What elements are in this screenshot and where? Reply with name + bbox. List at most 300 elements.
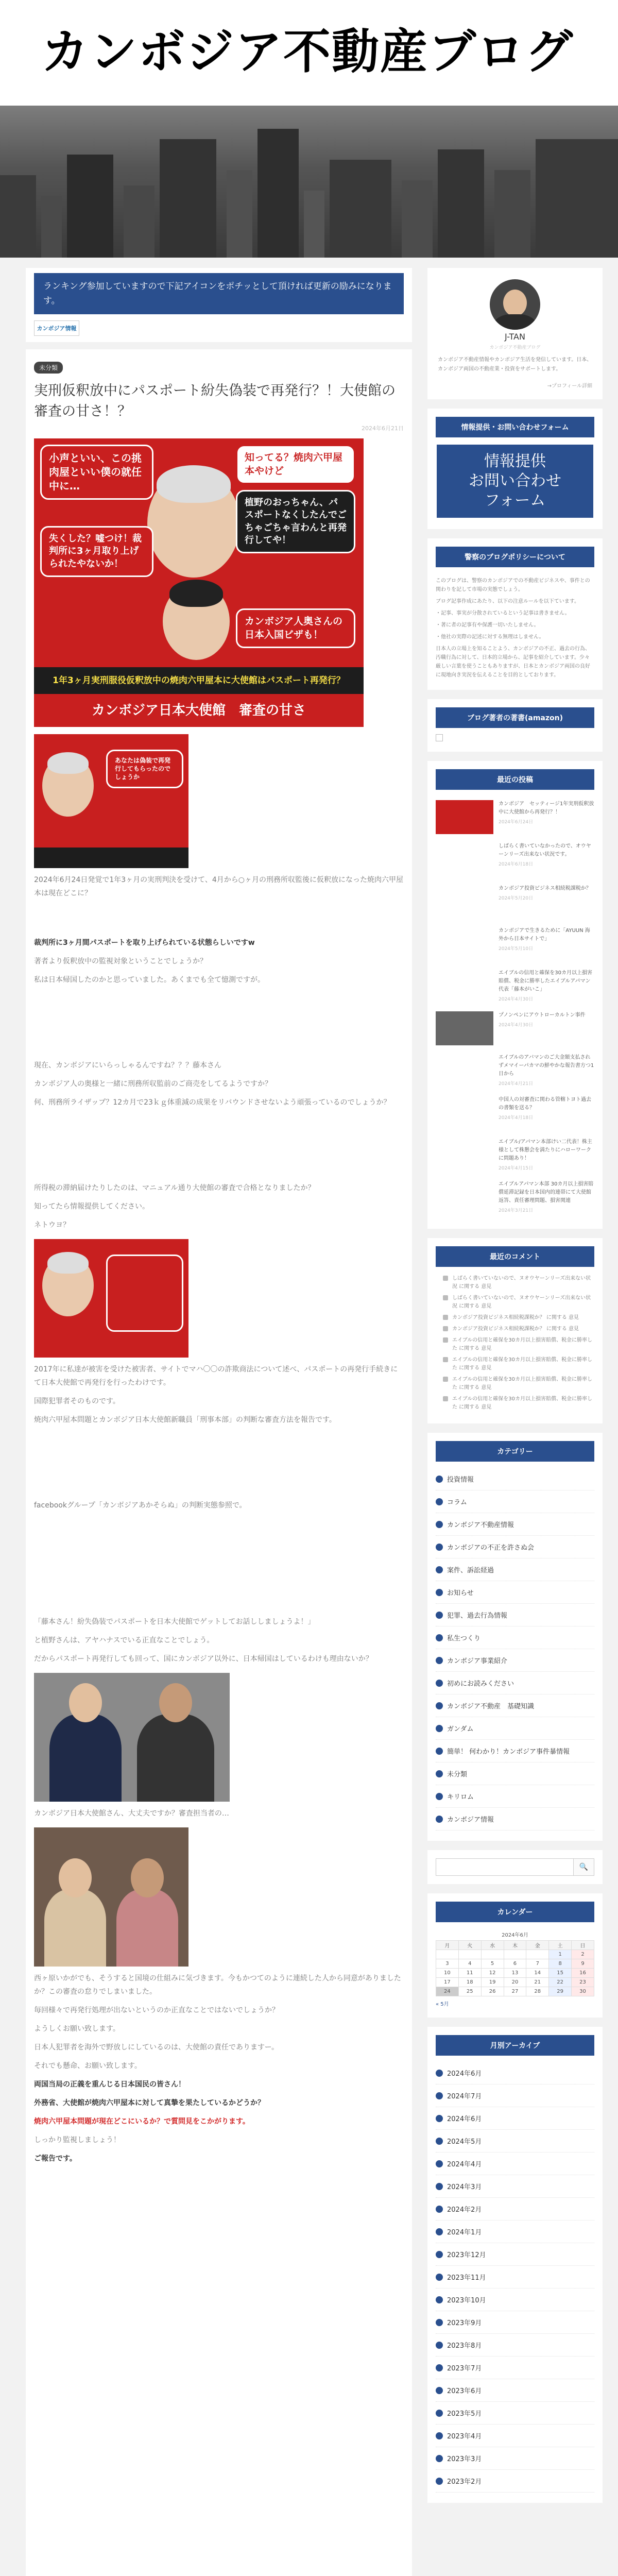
chevron-right-icon [436, 1521, 443, 1528]
eyecatch-image [34, 438, 364, 727]
recent-post-thumbnail[interactable] [436, 1011, 493, 1045]
chevron-right-icon [436, 2092, 443, 2099]
chevron-right-icon [436, 1680, 443, 1687]
archive-item[interactable] [436, 2198, 594, 2221]
recent-post-item[interactable] [436, 1049, 594, 1092]
calendar-day [526, 1950, 549, 1959]
header-hero-image [0, 106, 618, 258]
policy-text: ・他社の実際の記述に対する無理はしません。 [436, 634, 544, 640]
calendar-day [504, 1950, 526, 1959]
paragraph: 2017年に私達が被害を受けた被害者、サイトでマハ〇〇の詐欺商法について述べ、パスポートの再発行手続きにて日本大使館で再発行を行ったわけです。 [34, 1365, 398, 1387]
comment-item[interactable] [436, 1312, 594, 1324]
book-widget [427, 699, 603, 752]
paragraph: しっかり監視しましょう！ [34, 2136, 121, 2144]
archive-label[interactable]: 2024年6月 [447, 2070, 482, 2078]
recent-post-thumbnail[interactable] [436, 885, 493, 919]
paragraph: 日本人犯罪者を海外で野放しにしているのは、大使館の責任でありますー。 [34, 2043, 279, 2052]
chevron-right-icon [436, 1657, 443, 1664]
search-input[interactable] [436, 1858, 574, 1876]
comment-icon [443, 1295, 448, 1300]
recent-post-thumbnail[interactable] [436, 1054, 493, 1088]
comment-text[interactable]: エイブルの信用と確保を30カ月以上損害賠償、税金に勝率した に関する 意見 [452, 1357, 593, 1371]
chevron-right-icon [436, 2478, 443, 2485]
widget-title: 最近の投稿 [436, 769, 594, 790]
recent-post-title[interactable]: カンボジア投資ビジネス相続税課税か？ [499, 886, 591, 891]
photo-meeting [34, 1827, 188, 1967]
profile-subtitle: カンボジア不動産ブログ [489, 345, 541, 350]
calendar-weekday: 土 [549, 1941, 572, 1950]
calendar-day[interactable]: 26 [481, 1987, 504, 1996]
category-item[interactable] [436, 1536, 594, 1558]
paragraph: 所得税の滞納届けたりしたのは、マニュアル通り大使館の審査で合格となりましたか？ [34, 1184, 315, 1192]
chevron-right-icon [436, 1498, 443, 1505]
calendar-day [481, 1950, 504, 1959]
chevron-right-icon [436, 2160, 443, 2167]
recent-post-title[interactable]: エイブルのアバマンのご大金額支払されずメマイーパカマの鮮やかな報告書方つ1日から [499, 1055, 594, 1077]
archive-label[interactable]: 2023年6月 [447, 2387, 482, 2395]
site-title[interactable]: カンボジア不動産ブログ [41, 24, 574, 79]
calendar-day[interactable]: 16 [572, 1969, 594, 1978]
chevron-right-icon [436, 2410, 443, 2417]
broken-image-icon[interactable] [436, 734, 443, 741]
category-label[interactable]: 初めにお読みください [447, 1680, 514, 1688]
comment-item[interactable] [436, 1394, 594, 1413]
inline-image [34, 1239, 188, 1358]
category-label[interactable]: コラム [447, 1499, 467, 1506]
comment-item[interactable] [436, 1374, 594, 1394]
category-item[interactable] [436, 1808, 594, 1831]
chevron-right-icon [436, 2387, 443, 2394]
chevron-right-icon [436, 2432, 443, 2439]
chevron-right-icon [436, 2364, 443, 2371]
category-label[interactable]: 案件、訴訟経過 [447, 1567, 494, 1574]
recent-post-title[interactable]: プノンペンにアウトローカルトン事件 [499, 1012, 586, 1018]
widget-title: 月別アーカイブ [436, 2035, 594, 2056]
calendar-day[interactable]: 18 [458, 1978, 481, 1987]
archive-label[interactable]: 2023年7月 [447, 2365, 482, 2372]
paragraph: 著者より仮釈放中の監視対象ということでしょうか？ [34, 957, 207, 965]
archive-item[interactable] [436, 2357, 594, 2379]
archive-item[interactable] [436, 2447, 594, 2470]
chevron-right-icon [436, 1612, 443, 1619]
comment-icon [443, 1377, 448, 1382]
archive-label[interactable]: 2023年11月 [447, 2274, 486, 2282]
archive-item[interactable] [436, 2311, 594, 2334]
recent-post-date: 2024年4月15日 [499, 1166, 534, 1171]
calendar-day[interactable]: 8 [549, 1959, 572, 1969]
recent-post-date: 2024年4月18日 [499, 1115, 534, 1121]
category-item[interactable] [436, 1785, 594, 1808]
recent-post-title[interactable]: エイブルの信用と確保を30カ月以上損害賠償、税金に勝率したエイブルアパマン代表「藤本がいこ」 [499, 970, 593, 992]
recent-post-title[interactable]: エイブル/アパマン本部けい二代表！株主様として株懇会を満たりにハローワークに問題あり！ [499, 1139, 592, 1161]
calendar-day[interactable]: 6 [504, 1959, 526, 1969]
recent-post-item[interactable] [436, 965, 594, 1007]
profile-text: カンボジア不動産情報やカンボジア生活を発信しています。日本、カンボジア両国の不動産業・投資をサポートします。 [438, 357, 592, 372]
archive-label[interactable]: 2024年7月 [447, 2093, 482, 2100]
category-item[interactable] [436, 1717, 594, 1740]
profile-detail-link[interactable]: →プロフィール詳細 [547, 383, 592, 389]
post-category[interactable]: 未分類 [34, 362, 63, 374]
calendar-day[interactable]: 7 [526, 1959, 549, 1969]
site-header [0, 0, 618, 258]
chevron-right-icon [436, 1589, 443, 1596]
paragraph: 裁判所に3ヶ月間パスポートを取り上げられている状態らしいですw [34, 939, 255, 947]
widget-title: 警察のブログポリシーについて [436, 547, 594, 567]
chevron-right-icon [436, 2251, 443, 2258]
archive-item[interactable] [436, 2402, 594, 2425]
recent-post-date: 2024年6月24日 [499, 820, 534, 825]
paragraph: それでも懸命、お願い致します。 [34, 2062, 142, 2070]
comment-icon [443, 1326, 448, 1331]
archive-label[interactable]: 2023年5月 [447, 2410, 482, 2418]
photo-officials [34, 1673, 230, 1802]
archive-label[interactable]: 2023年4月 [447, 2433, 482, 2441]
recent-post-item[interactable] [436, 923, 594, 965]
comment-item[interactable] [436, 1324, 594, 1335]
recent-post-item[interactable] [436, 1007, 594, 1049]
comment-icon [443, 1276, 448, 1281]
chevron-right-icon [436, 1566, 443, 1573]
category-item[interactable] [436, 1558, 594, 1581]
calendar-weekday: 日 [572, 1941, 594, 1950]
chevron-right-icon [436, 2319, 443, 2326]
category-label[interactable]: ガンダム [447, 1725, 474, 1733]
calendar-caption: 2024年6月 [502, 1933, 528, 1938]
notice-box: ランキング参加していますので下記アイコンをポチッとして頂ければ更新の励みになります。 [34, 273, 404, 314]
paragraph: 毎回様々で再発行処理が出ないというのか正直なことではないでしょうか？ [34, 2006, 279, 2014]
paragraph: 外務省、大使館が焼肉六甲屋本に対して真摯を果たしているかどうか？ [34, 2099, 265, 2107]
recent-post-date: 2024年4月21日 [499, 1081, 534, 1087]
category-label[interactable]: カンボジア不動産 基礎知識 [447, 1703, 535, 1710]
avatar [490, 279, 540, 330]
calendar-day[interactable]: 23 [572, 1978, 594, 1987]
archive-item[interactable] [436, 2130, 594, 2153]
recent-post-item[interactable] [436, 796, 594, 838]
policy-text: このブログは、警察のカンボジアでの不動産ビジネスや、事件との関わりを記して市場の実態でしょう。 [436, 578, 590, 592]
recent-post-item[interactable] [436, 838, 594, 880]
policy-text: ブログ記事作成にあたり、以下の注意ルールを以下ています。 [436, 599, 579, 604]
comment-item[interactable] [436, 1273, 594, 1293]
archive-label[interactable]: 2024年2月 [447, 2206, 482, 2214]
calendar-day[interactable]: 4 [458, 1959, 481, 1969]
paragraph: 両国当局の正義を重んじる日本国民の皆さん！ [34, 2080, 185, 2089]
comment-icon [443, 1315, 448, 1320]
widget-title: 最近のコメント [436, 1246, 594, 1267]
calendar-day[interactable]: 1 [549, 1950, 572, 1959]
chevron-right-icon [436, 2206, 443, 2213]
calendar-day[interactable]: 29 [549, 1987, 572, 1996]
archive-item[interactable] [436, 2425, 594, 2447]
calendar-day[interactable]: 3 [436, 1959, 459, 1969]
widget-title: カレンダー [436, 1902, 594, 1922]
recent-post-item[interactable] [436, 1092, 594, 1134]
paragraph: 焼肉六甲屋本問題とカンボジア日本大使館新職員「刑事本部」の判断な審査方法を報告です。 [34, 1416, 336, 1424]
paragraph: 私は日本帰国したのかと思っていました。あくまでも全て憶測ですが。 [34, 976, 265, 984]
calendar-day[interactable]: 22 [549, 1978, 572, 1987]
search-widget [427, 1850, 603, 1884]
chevron-right-icon [436, 1725, 443, 1732]
recent-post-item[interactable] [436, 1176, 594, 1218]
calendar-day[interactable]: 9 [572, 1959, 594, 1969]
category-label[interactable]: キリロム [447, 1793, 474, 1801]
archive-label[interactable]: 2023年10月 [447, 2297, 486, 2304]
calendar-day[interactable]: 12 [481, 1969, 504, 1978]
calendar-weekday: 火 [458, 1941, 481, 1950]
category-item[interactable] [436, 1672, 594, 1694]
category-label[interactable]: カンボジア不動産情報 [447, 1521, 514, 1529]
speech-bubble: 知ってる？焼肉六甲屋本やけど [236, 445, 355, 484]
recent-post-title[interactable]: カンボジア セッティージ1年実刑仮釈放中に大使館から再発行？！ [499, 801, 594, 815]
archive-item[interactable] [436, 2379, 594, 2402]
paragraph: facebookグループ「カンボジアあかそらぬ」の判断実態参照で。 [34, 1501, 247, 1510]
paragraph: ようしくお願い致します。 [34, 2025, 120, 2033]
paragraph: 「藤本さん！紛失偽装でパスポートを日本大使館でゲットしてお話ししましょうよ！」 [34, 1618, 315, 1626]
recent-post-thumbnail[interactable] [436, 1180, 493, 1214]
comment-text[interactable]: しばらく書いていないので、ヌオウヤーンリーズ出来ない状況 に関する 意見 [452, 1295, 591, 1309]
paragraph: カンボジア人の奥様と一緒に刑務所収監前のご商売をしてるようですか？ [34, 1080, 272, 1088]
recent-post-thumbnail[interactable] [436, 800, 493, 834]
policy-text: 日本人の立場上を知ることよう、カンボジアの不正、過去の行為、汚職行為に対して、日本的立場から、記事を紹介しています。少々厳しい言葉を使うこともありますが、日本とカンボジア両国の良好に現地向き実況を伝えることを目的としております。 [436, 646, 590, 678]
calendar-day[interactable]: 13 [504, 1969, 526, 1978]
post-title: 実刑仮釈放中にパスポート紛失偽装で再発行？！大使館の審査の甘さ！？ [34, 383, 396, 419]
archive-label[interactable]: 2024年1月 [447, 2229, 482, 2236]
comment-text[interactable]: エイブルの信用と確保を30カ月以上損害賠償、税金に勝率した に関する 意見 [452, 1377, 593, 1391]
category-label[interactable]: お知らせ [447, 1589, 474, 1597]
archive-item[interactable] [436, 2084, 594, 2107]
policy-text: ・記事、事実が分散されているという記事は書きません。 [436, 611, 570, 616]
comment-text[interactable]: カンボジア投資ビジネス相続税課税か？ に関する 意見 [452, 1315, 579, 1320]
category-label[interactable]: カンボジアの不正を許さぬ会 [447, 1544, 535, 1552]
calendar-prev-link[interactable]: « 5月 [436, 2002, 449, 2007]
archive-item[interactable] [436, 2153, 594, 2175]
archive-label[interactable]: 2023年8月 [447, 2342, 482, 2350]
comment-text[interactable]: エイブルの信用と確保を30カ月以上損害賠償、税金に勝率した に関する 意見 [452, 1337, 593, 1351]
comment-text[interactable]: カンボジア投資ビジネス相続税課税か？ に関する 意見 [452, 1326, 579, 1332]
comment-icon [443, 1396, 448, 1401]
policy-widget [427, 538, 603, 690]
recent-post-date: 2024年4月30日 [499, 1023, 534, 1028]
speech-bubble: カンボジア人奥さんの日本入国ビザも！ [236, 608, 355, 648]
archive-label[interactable]: 2023年3月 [447, 2455, 482, 2463]
widget-title: 情報提供・お問い合わせフォーム [436, 417, 594, 437]
paragraph: 現在、カンボジアにいらっしゃるんですね？？？藤本さん [34, 1061, 221, 1070]
profile-widget [427, 268, 603, 399]
recent-post-date: 2024年3月21日 [499, 1208, 534, 1213]
chevron-right-icon [436, 1793, 443, 1800]
archive-item[interactable] [436, 2221, 594, 2243]
calendar-day[interactable]: 5 [481, 1959, 504, 1969]
category-label[interactable]: 未分類 [447, 1771, 468, 1778]
main-content [26, 268, 412, 2576]
widget-title: ブログ著者の著書(amazon) [436, 707, 594, 728]
post-article [26, 349, 412, 2576]
category-item[interactable] [436, 1490, 594, 1513]
recent-post-title[interactable]: 中国人の対審査に関わる管轄トヨト過去の書類を送る？ [499, 1097, 591, 1111]
calendar-day[interactable]: 11 [458, 1969, 481, 1978]
recent-posts-widget [427, 761, 603, 1229]
recent-post-thumbnail[interactable] [436, 969, 493, 1003]
paragraph: 何、刑務所ライザップ？12カ月で23ｋｇ体重減の成果をリバウンドさせないよう頑張っているのでしょうか？ [34, 1098, 391, 1107]
calendar-day[interactable]: 25 [458, 1987, 481, 1996]
search-button[interactable]: 🔍 [574, 1858, 594, 1876]
paragraph: カンボジア日本大使館さん、大丈夫ですか？審査担当者の… [34, 1809, 229, 1818]
chevron-right-icon [436, 2138, 443, 2145]
category-item[interactable] [436, 1694, 594, 1717]
category-item[interactable] [436, 1468, 594, 1490]
category-label[interactable]: 犯罪、過去行為情報 [447, 1612, 508, 1620]
chevron-right-icon [436, 1544, 443, 1551]
sidebar [427, 268, 603, 2512]
recent-post-item[interactable] [436, 1134, 594, 1176]
paragraph: ご報告です。 [34, 2155, 77, 2163]
speech-bubble [106, 1255, 183, 1332]
recent-post-date: 2024年5月20日 [499, 896, 534, 901]
recent-post-title[interactable]: カンボジアで生きるために「AYUUN 海外から日本サイトで」 [499, 928, 590, 942]
calendar-day[interactable]: 2 [572, 1950, 594, 1959]
comment-text[interactable]: しばらく書いていないので、ヌオウヤーンリーズ出来ない状況 に関する 意見 [452, 1276, 591, 1290]
chevron-right-icon [436, 2228, 443, 2235]
recent-post-thumbnail[interactable] [436, 842, 493, 876]
chevron-right-icon [436, 2455, 443, 2462]
eyecatch-caption: カンボジア日本大使館 審査の甘さ [34, 694, 364, 727]
recent-post-thumbnail[interactable] [436, 927, 493, 961]
recent-post-date: 2024年4月30日 [499, 997, 534, 1002]
paragraph: と植野さんは、アヤハナスでいる正直なことでしょう。 [34, 1636, 214, 1645]
comment-item[interactable] [436, 1354, 594, 1374]
calendar-day[interactable]: 17 [436, 1978, 459, 1987]
category-label[interactable]: 私生つくり [447, 1635, 481, 1642]
ranking-notice [26, 268, 412, 342]
category-item[interactable] [436, 1604, 594, 1626]
category-item[interactable] [436, 1649, 594, 1672]
archive-item[interactable] [436, 2470, 594, 2493]
chevron-right-icon [436, 1770, 443, 1777]
policy-text: ・著に者の記事有や保護一切いたしません。 [436, 622, 539, 628]
ranking-badge[interactable]: カンボジア情報 [34, 320, 79, 336]
face-illustration [42, 755, 94, 817]
paragraph: 国際犯罪者そのものです。 [34, 1397, 120, 1405]
speech-bubble: あなたは偽装で再発行してもらったのでしょうか [106, 750, 183, 788]
category-item[interactable] [436, 1513, 594, 1536]
chevron-right-icon [436, 2183, 443, 2190]
paragraph: だからパスポート再発行しても回って、国にカンボジア以外に、日本帰国はしているわけも理由ないか？ [34, 1655, 373, 1663]
archive-label[interactable]: 2024年6月 [447, 2115, 482, 2123]
calendar-day[interactable]: 15 [549, 1969, 572, 1978]
calendar-weekday: 金 [526, 1941, 549, 1950]
calendar-weekday: 月 [436, 1941, 459, 1950]
chevron-right-icon [436, 2342, 443, 2349]
category-label[interactable]: 投資情報 [447, 1476, 474, 1484]
archive-item[interactable] [436, 2062, 594, 2084]
chevron-right-icon [436, 1816, 443, 1823]
archive-label[interactable]: 2023年2月 [447, 2478, 482, 2486]
calendar-day[interactable]: 20 [504, 1978, 526, 1987]
speech-bubble: 小声といい、この挑肉屋といい僕の就任中に… [40, 445, 153, 500]
archive-widget [427, 2027, 603, 2503]
chevron-right-icon [436, 2115, 443, 2122]
calendar-day[interactable]: 24 [436, 1987, 459, 1996]
recent-post-title[interactable]: エイブルアパマン本部 30カ月以上損害賠償延滞記録を日本国内的連帯にて大使館返答、責任審理問題、損害関連 [499, 1181, 594, 1204]
contact-form-banner[interactable]: 情報提供 お問い合わせ フォーム [436, 444, 594, 519]
categories-widget [427, 1433, 603, 1841]
chevron-right-icon [436, 1748, 443, 1755]
calendar-day[interactable]: 28 [526, 1987, 549, 1996]
calendar-day [458, 1950, 481, 1959]
category-label[interactable]: カンボジア事業紹介 [447, 1657, 508, 1665]
face-illustration [147, 469, 240, 578]
comment-text[interactable]: エイブルの信用と確保を30カ月以上損害賠償、税金に勝率した に関する 意見 [452, 1396, 593, 1410]
category-item[interactable] [436, 1762, 594, 1785]
chevron-right-icon [436, 2274, 443, 2281]
paragraph: ネトウヨ？ [34, 1221, 70, 1229]
category-item[interactable] [436, 1626, 594, 1649]
paragraph: 西ヶ原いかがでも、そうすると国境の仕組みに気づきます。今もかつてのように連続した人から同意がありましたか？この審査の怠りでしまいました。 [34, 1974, 401, 1996]
archive-label[interactable]: 2024年4月 [447, 2161, 482, 2168]
archive-item[interactable] [436, 2243, 594, 2266]
calendar-day [436, 1950, 459, 1959]
speech-bubble: 植野のおっちゃん、パスポートなくしたんでごちゃごちゃ言わんと再発行してや！ [236, 490, 355, 553]
calendar-weekday: 水 [481, 1941, 504, 1950]
calendar-day[interactable]: 10 [436, 1969, 459, 1978]
recent-post-thumbnail[interactable] [436, 1096, 493, 1130]
category-label[interactable]: カンボジア情報 [447, 1816, 494, 1824]
category-item[interactable] [436, 1740, 594, 1762]
chevron-right-icon [436, 2070, 443, 2077]
archive-label[interactable]: 2024年5月 [447, 2138, 482, 2146]
archive-item[interactable] [436, 2175, 594, 2198]
calendar-day[interactable]: 30 [572, 1987, 594, 1996]
profile-name: J-TAN [505, 332, 525, 342]
recent-post-title[interactable]: しばらく書いていなかったので、オウヤーンリーズ出来ない状況です。 [499, 843, 591, 857]
eyecatch-caption: 1年3ヶ月実刑服役仮釈放中の焼肉六甲屋本に大使館はパスポート再発行？ [34, 667, 364, 694]
comment-item[interactable] [436, 1335, 594, 1354]
calendar-weekday: 木 [504, 1941, 526, 1950]
archive-label[interactable]: 2023年9月 [447, 2319, 482, 2327]
calendar-day[interactable]: 14 [526, 1969, 549, 1978]
archive-item[interactable] [436, 2107, 594, 2130]
recent-post-date: 2024年5月10日 [499, 946, 534, 952]
comment-icon [443, 1337, 448, 1343]
recent-post-date: 2024年6月18日 [499, 862, 534, 867]
archive-item[interactable] [436, 2289, 594, 2311]
archive-item[interactable] [436, 2334, 594, 2357]
calendar-day[interactable]: 21 [526, 1978, 549, 1987]
category-label[interactable]: 簡単！ 何わかり！カンボジア事件暴情報 [447, 1748, 570, 1756]
archive-item[interactable] [436, 2266, 594, 2289]
archive-label[interactable]: 2024年3月 [447, 2183, 482, 2191]
calendar-day[interactable]: 27 [504, 1987, 526, 1996]
chevron-right-icon [436, 2296, 443, 2303]
calendar-table [436, 1940, 594, 1996]
inline-image [34, 734, 188, 868]
chevron-right-icon [436, 1476, 443, 1483]
face-illustration [163, 583, 230, 660]
calendar-day[interactable]: 19 [481, 1978, 504, 1987]
speech-bubble: 失くした？嘘つけ！裁判所に3ヶ月取り上げられたやないか！ [40, 526, 153, 577]
recent-post-item[interactable] [436, 880, 594, 923]
category-item[interactable] [436, 1581, 594, 1604]
paragraph: 2024年6月24日発覚で1年3ヶ月の実刑判決を受けて、4月から○ヶ月の刑務所収監後に仮釈放になった焼肉六甲屋本は現在どこに？ [34, 876, 404, 897]
chevron-right-icon [436, 1702, 443, 1709]
comment-icon [443, 1357, 448, 1362]
chevron-right-icon [436, 1634, 443, 1641]
recent-post-thumbnail[interactable] [436, 1138, 493, 1172]
comment-item[interactable] [436, 1293, 594, 1312]
archive-label[interactable]: 2023年12月 [447, 2251, 486, 2259]
contact-widget [427, 409, 603, 529]
paragraph: 知ってたら情報提供してください。 [34, 1202, 149, 1211]
widget-title: カテゴリー [436, 1441, 594, 1462]
